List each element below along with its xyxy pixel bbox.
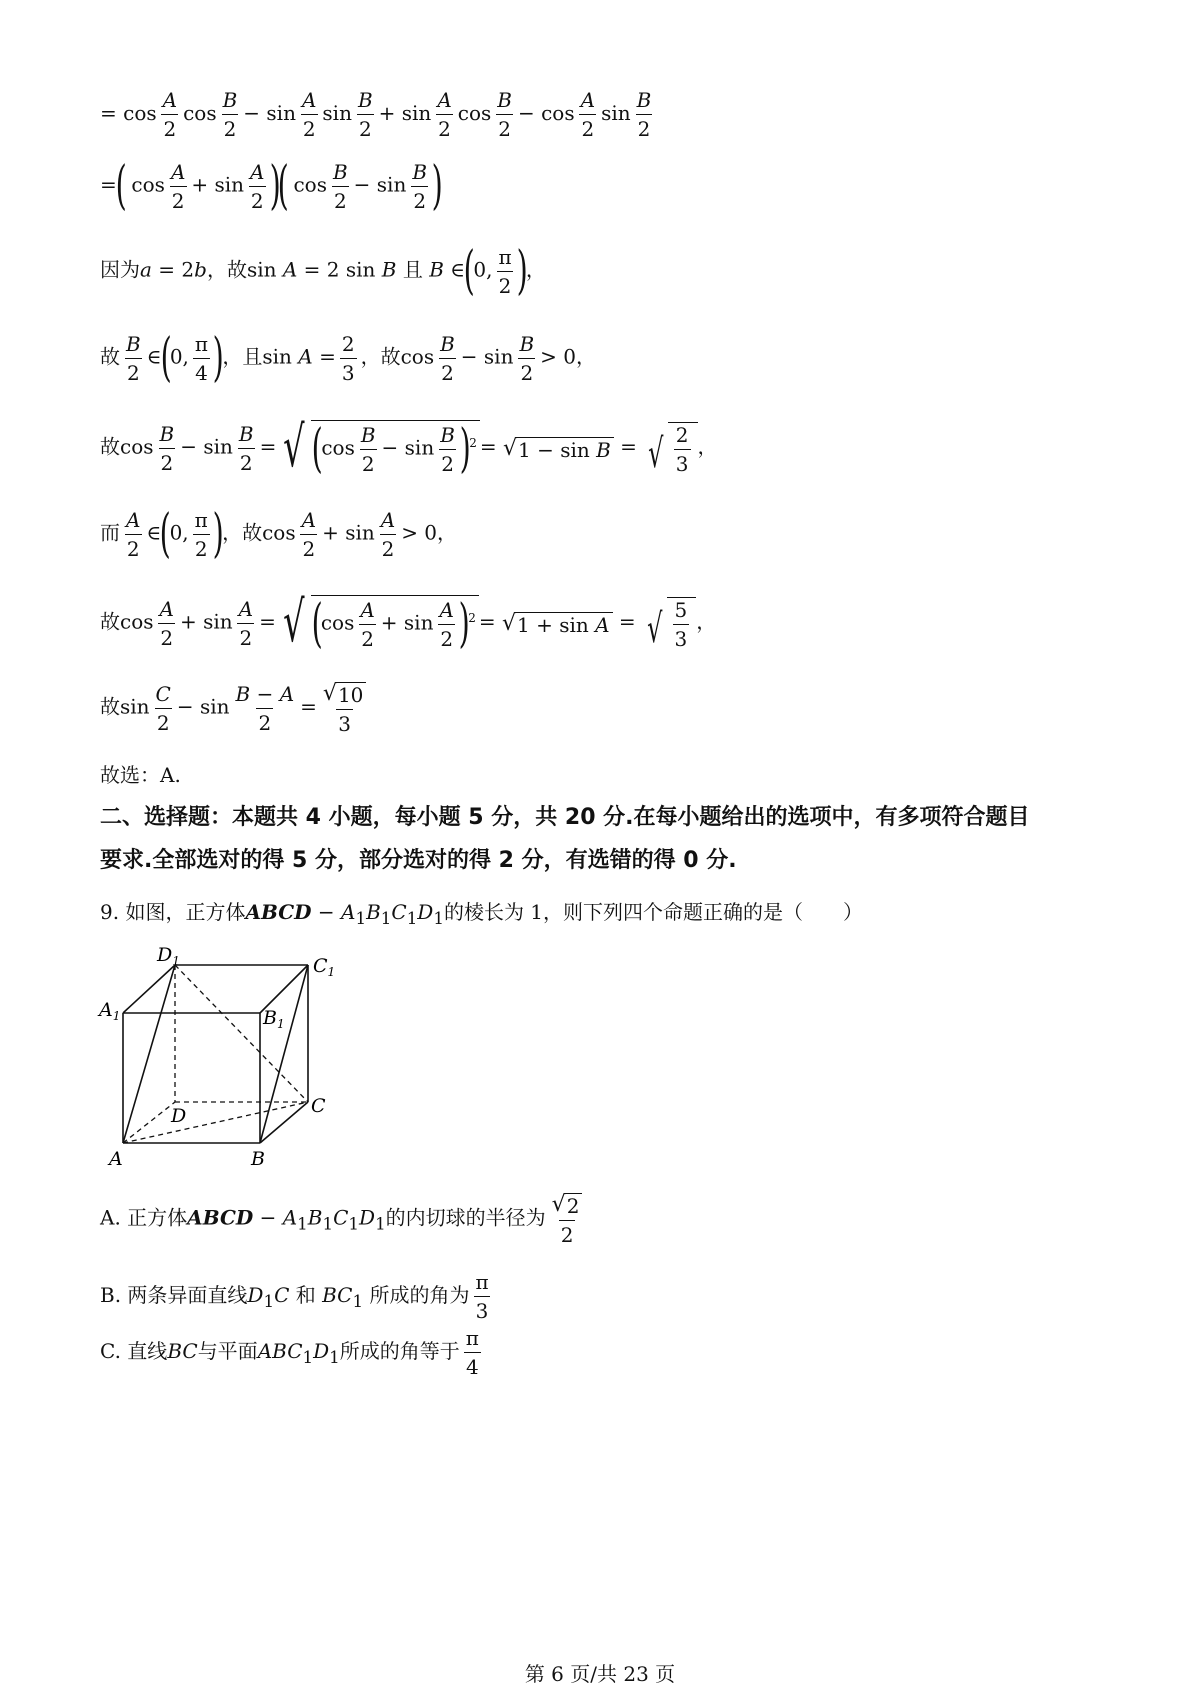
option-a-mid: 的内切球的半径为 [385, 1205, 546, 1230]
option-b-suffix: 所成的角为 [369, 1283, 470, 1307]
label-B: B [251, 1148, 265, 1170]
question-9-suffix: 的棱长为 1，则下列四个命题正确的是（ ） [443, 900, 864, 924]
answer-line: 故选：A. [100, 763, 181, 787]
section-header-line-1: 二、选择题：本题共 4 小题，每小题 5 分，共 20 分.在每小题给出的选项中，有多项符合题目 [100, 805, 1030, 830]
option-c-suffix: 所成的角等于 [339, 1339, 460, 1363]
label-D1: $D_1$ [157, 944, 180, 968]
label-C1: $C_1$ [313, 955, 336, 979]
equation-line-5: 故cos $\frac{B}{2}$ − sin $\frac{B}{2}$ = √ (cos $\frac{B}{2}$ − sin $\frac{B}{2}$ )$^2$ = √ 1 − sin B = √ $\frac{2}{3}$ ， [100, 415, 718, 480]
option-a-prefix: A. 正方体 [100, 1205, 188, 1230]
equation-line-6: 而 $\frac{A}{2}$ ∈(0, $\frac{\pi}{2}$ )，故cos $\frac{A}{2}$ + sin $\frac{A}{2}$ > 0， [100, 504, 458, 564]
option-c-prefix: C. 直线 [100, 1339, 168, 1363]
section-header-line-2: 要求.全部选对的得 5 分，部分选对的得 2 分，有选错的得 0 分. [100, 848, 737, 873]
question-9-prefix: 9. 如图，正方体 [100, 900, 246, 924]
equation-line-8: 故sin $\frac{C}{2}$ − sin $\frac{B - A}{2}$ = √ 10 3 [100, 682, 372, 734]
option-a: A. 正方体ABCD − $A_1B_1C_1D_1$的内切球的半径为 √ 2 2 [100, 1193, 588, 1245]
option-b-mid: 和 [295, 1283, 316, 1307]
equation-line-1: = cos $\frac{A}{2}$ cos $\frac{B}{2}$ − sin $\frac{A}{2}$ sin $\frac{B}{2}$ + sin $\frac{A}{2}$ cos $\frac{B}{2}$ − cos $\frac{A}{2}$ sin $\frac{B}{2}$ [100, 88, 652, 141]
option-b: B. 两条异面直线$D_1C$ 和 $BC_1$ 所成的角为 $\frac{\pi}{3}$ [100, 1270, 489, 1323]
question-9: 9. 如图，正方体ABCD − $A_1B_1C_1D_1$的棱长为 1，则下列四个命题正确的是（ ） [100, 900, 864, 928]
text-gu: ，故 [222, 520, 263, 545]
label-C: C [311, 1095, 326, 1117]
option-b-prefix: B. 两条异面直线 [100, 1283, 248, 1307]
text-gu: ，故 [206, 257, 247, 282]
text-yinwei: 因为 [100, 257, 140, 282]
equation-line-4: 故 $\frac{B}{2}$ ∈(0, $\frac{\pi}{4}$ )，且sin A = $\frac{2}{3}$ ，故cos $\frac{B}{2}$ − sin $\frac{B}{2}$ > 0， [100, 328, 596, 388]
text-qie: 且 [402, 257, 423, 282]
text-gu: 故 [100, 434, 120, 459]
equation-line-7: 故cos $\frac{A}{2}$ + sin $\frac{A}{2}$ = √ (cos $\frac{A}{2}$ + sin $\frac{A}{2}$ )$^2$ = √ 1 + sin A = √ $\frac{5}{3}$ ， [100, 590, 717, 655]
label-D: D [171, 1105, 187, 1127]
page-footer: 第 6 页/共 23 页 [524, 1662, 676, 1686]
text-qie: ，且 [222, 344, 263, 369]
option-c: C. 直线BC与平面$ABC_1D_1$所成的角等于 $\frac{\pi}{4}$ [100, 1326, 479, 1379]
label-A: A [109, 1148, 123, 1170]
cube-figure [95, 940, 355, 1180]
text-gu: 故 [100, 609, 120, 634]
text-gu: 故 [100, 694, 120, 719]
equation-line-3: 因为a = 2b，故sin A = 2 sin B 且 B ∈(0, $\frac{\pi}{2}$ )， [100, 241, 546, 301]
option-c-mid: 与平面 [197, 1339, 258, 1363]
label-A1: $A_1$ [99, 999, 121, 1023]
equation-line-2: =( cos $\frac{A}{2}$ + sin $\frac{A}{2}$ )( cos $\frac{B}{2}$ − sin $\frac{B}{2}$ ) [100, 156, 443, 216]
text-gu: ，故 [360, 344, 401, 369]
label-B1: $B_1$ [263, 1007, 285, 1031]
text-er: 而 [100, 520, 120, 545]
text-gu: 故 [100, 344, 120, 369]
